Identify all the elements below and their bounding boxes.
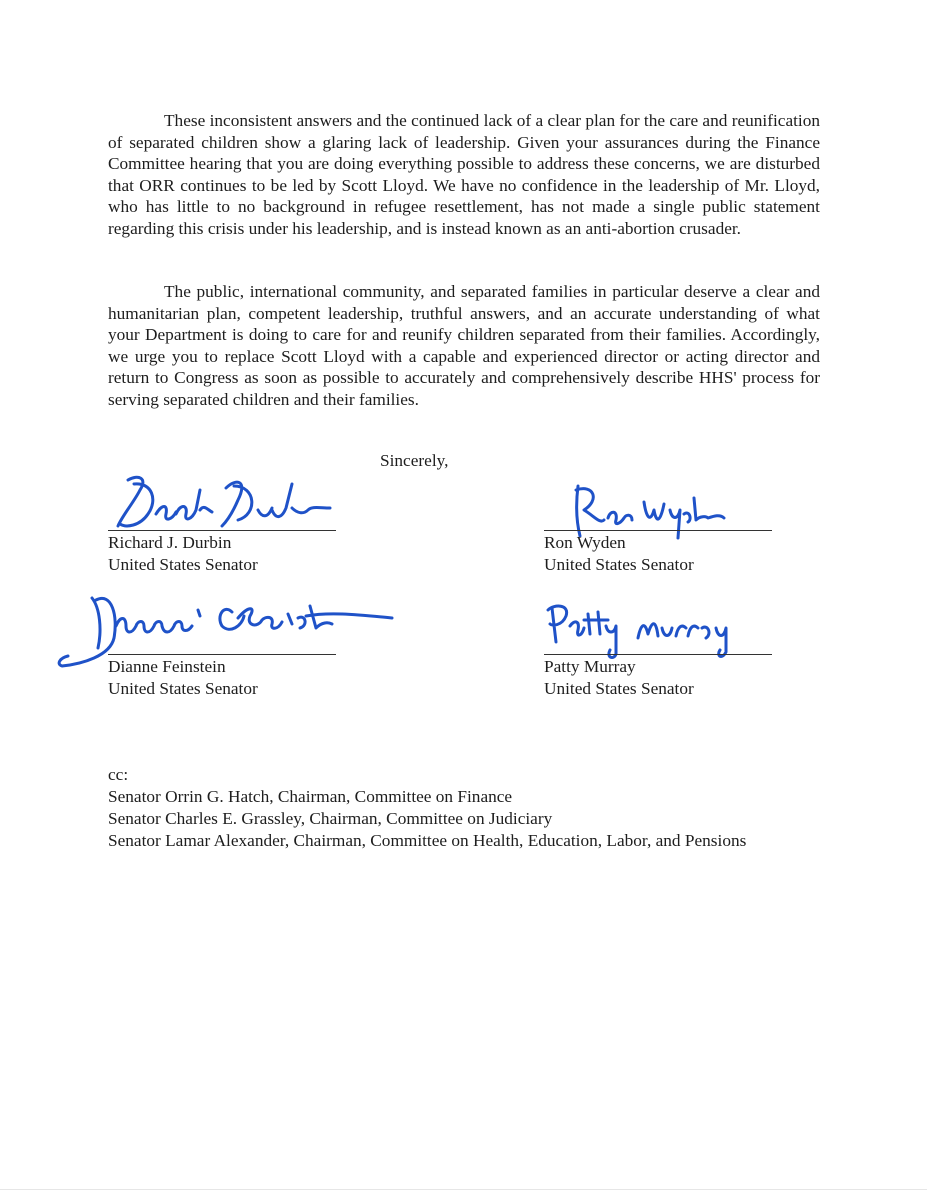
signatory-title: United States Senator <box>544 678 694 698</box>
signatory-title: United States Senator <box>108 678 258 698</box>
signatory-feinstein <box>108 656 258 699</box>
signatory-name: Ron Wyden <box>544 533 626 552</box>
signatory-name: Dianne Feinstein <box>108 657 226 676</box>
signature-line-feinstein <box>108 654 336 655</box>
signature-line-murray <box>544 654 772 655</box>
signature-line-wyden <box>544 530 772 531</box>
signatory-title: United States Senator <box>108 554 258 574</box>
body-paragraph-2: The public, international community, and separated families in particular deserve a clear and humanitarian plan, competent leadership, truthful answers, and an accurate understanding of what your Department is doing to care for and reunify children separated from their families. Accordingly, we urge you to replace Scott Lloyd with a capable and experienced director or acting director and return to Congress as soon as possible to accurately and comprehensively describe HHS' process for serving separated children and their families. <box>108 282 820 409</box>
signatory-name: Richard J. Durbin <box>108 533 232 552</box>
cc-line: Senator Orrin G. Hatch, Chairman, Committee on Finance <box>108 787 513 806</box>
closing: Sincerely, <box>380 451 449 470</box>
signatory-name: Patty Murray <box>544 657 636 676</box>
body-paragraph-1: These inconsistent answers and the continued lack of a clear plan for the care and reunification of separated children show a glaring lack of leadership. Given your assurances during the Finance Committee hearing that you are doing everything possible to address these concerns, we are disturbed that ORR continues to be led by Scott Lloyd. We have no confidence in the leadership of Mr. Lloyd, who has little to no background in refugee resettlement, has not made a single public statement regarding this crisis under his leadership, and is instead known as an anti-abortion crusader. <box>108 111 820 238</box>
signatory-wyden <box>544 532 694 575</box>
signatory-title: United States Senator <box>544 554 694 574</box>
cc-label: cc: <box>108 765 129 784</box>
cc-line: Senator Lamar Alexander, Chairman, Committee on Health, Education, Labor, and Pensions <box>108 831 747 850</box>
signatory-durbin <box>108 532 258 575</box>
signatory-murray <box>544 656 694 699</box>
cc-block <box>108 764 746 852</box>
signature-line-durbin <box>108 530 336 531</box>
cc-line: Senator Charles E. Grassley, Chairman, Committee on Judiciary <box>108 809 553 828</box>
durbin-signature <box>108 470 338 534</box>
page-edge-divider <box>0 1189 927 1190</box>
